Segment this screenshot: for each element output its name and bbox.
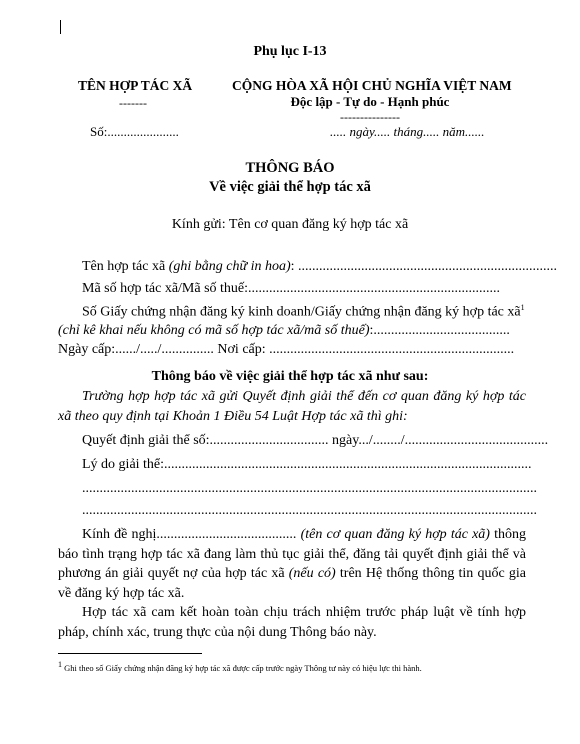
recipient-line: Kính gửi: Tên cơ quan đăng ký hợp tác xã (171, 217, 409, 232)
text-cursor (60, 20, 61, 34)
document-subtitle: Về việc giải thể hợp tác xã (209, 179, 371, 195)
national-motto: Độc lập - Tự do - Hạnh phúc (290, 94, 450, 109)
document-number: Số:...................... (90, 124, 179, 139)
country-name: CỘNG HÒA XÃ HỘI CHỦ NGHĨA VIỆT NAM (232, 78, 512, 93)
footnote (58, 660, 422, 673)
certificate-label: Số Giấy chứng nhận đăng ký kinh doanh/Giấy chứng nhận đăng ký hợp tác xã (82, 304, 521, 320)
request-prefix: Kính đề nghị........................................ (82, 527, 301, 542)
coop-name-label: Tên hợp tác xã (82, 259, 169, 274)
decision-field[interactable]: Quyết định giải thể số:.................................. ngày.../......../......................................... (82, 433, 549, 448)
org-separator: ------- (119, 96, 147, 110)
footnote-ref: 1 (520, 303, 525, 312)
issue-date-place-field[interactable]: Ngày cấp:....../...../............... Nơi cấp: ...................................................................... (58, 342, 515, 357)
case-paragraph (58, 387, 526, 426)
certificate-dots: :....................................... (369, 323, 510, 338)
reason-dots-line-1[interactable]: .................................................................................................................................. (82, 481, 537, 496)
certificate-field[interactable] (82, 303, 525, 321)
coop-name-hint: (ghi bằng chữ in hoa) (168, 259, 291, 274)
request-hint-optional: (nếu có) (288, 566, 336, 581)
footnote-divider (58, 653, 202, 654)
appendix-label: Phụ lục I-13 (253, 44, 327, 59)
footnote-number: 1 (58, 660, 62, 669)
request-middle: thông báo tình trạng hợp tác xã đang làm thủ tục giải thể, đăng tải quyết định giải thể và phương án giải quyết nợ của hợp tác xã (58, 527, 526, 581)
coop-code-field[interactable]: Mã số hợp tác xã/Mã số thuế:........................................................................ (82, 281, 501, 296)
reason-field[interactable]: Lý do giải thể:......................................................................................................... (82, 457, 532, 472)
motto-separator: --------------- (340, 110, 400, 124)
certificate-hint: (chỉ kê khai nếu không có mã số hợp tác xã/mã số thuế) (58, 323, 370, 338)
case-text: Trường hợp hợp tác xã gửi Quyết định giải thể đến cơ quan đăng ký hợp tác xã theo quy định tại Khoản 1 Điều 54 Luật Hợp tác xã thì ghi: (58, 389, 526, 424)
coop-name-dots: : .......................................................................... (290, 259, 558, 274)
request-suffix: trên Hệ thống thông tin quốc gia về đăng ký hợp tác xã. (58, 566, 526, 601)
coop-name-field[interactable] (82, 259, 557, 275)
request-hint: (tên cơ quan đăng ký hợp tác xã) (300, 527, 490, 542)
reason-dots-line-2[interactable]: .................................................................................................................................. (82, 503, 537, 518)
footnote-text: Ghi theo số Giấy chứng nhận đăng ký hợp tác xã được cấp trước ngày Thông tư này có hiệu lực thi hành. (62, 662, 422, 673)
section-heading: Thông báo về việc giải thể hợp tác xã như sau: (151, 369, 429, 384)
commitment-paragraph (58, 603, 526, 642)
org-name: TÊN HỢP TÁC XÃ (78, 78, 193, 93)
certificate-hint-line (58, 323, 510, 339)
commitment-text: Hợp tác xã cam kết hoàn toàn chịu trách nhiệm trước pháp luật về tính hợp pháp, chính xác, trung thực của nội dung Thông báo này. (58, 605, 526, 640)
document-date: ..... ngày..... tháng..... năm...... (330, 124, 485, 139)
document-title: THÔNG BÁO (245, 160, 335, 176)
request-paragraph (58, 525, 526, 603)
